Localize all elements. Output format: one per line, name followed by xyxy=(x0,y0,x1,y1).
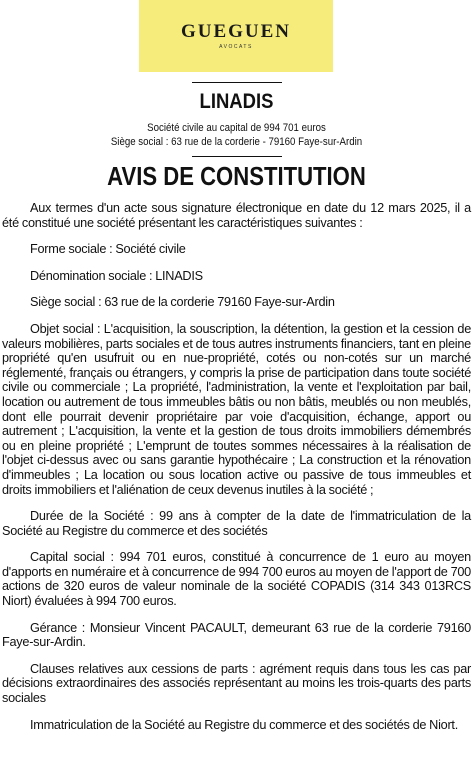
corporate-purpose-paragraph: Objet social : L'acquisition, la souscription, la détention, la gestion et la cession de valeurs mobilières, parts sociales et de tous autres instruments financiers, tant en pleine propriété qu'en usufruit ou en nue-propriété, cotés ou non-cotés sur un marché réglementé, français ou étrangers, y compris la prise de participation dans toute société civile ou commerciale ; La propriété, l'administration, la vente et l'exploitation par bail, location ou autrement de tous immeubles bâtis ou non bâtis, meublés ou non meublés, dont elle pourrait devenir propriétaire par voie d'acquisition, échange, apport ou autrement ; L'acquisition, la vente et la gestion de tous droits immobiliers démembrés ou en pleine propriété ; L'emprunt de toutes sommes nécessaires à la réalisation de l'objet ci-dessus avec ou sans garantie hypothécaire ; La construction et la rénovation d'immeubles ; La location ou sous location active ou passive de tous immeubles et droits immobiliers et l'aliénation de ceux devenus inutiles à la société ; xyxy=(2,321,471,497)
logo-firm-name: GUEGUEN xyxy=(180,21,292,42)
company-name: LINADIS xyxy=(199,90,274,113)
top-divider xyxy=(192,82,282,83)
notice-title: AVIS DE CONSTITUTION xyxy=(107,161,366,191)
middle-divider xyxy=(192,156,282,157)
legal-form-paragraph: Forme sociale : Société civile xyxy=(30,242,186,257)
notice-body xyxy=(2,201,471,744)
head-office-paragraph: Siège social : 63 rue de la corderie 79160 Faye-sur-Ardin xyxy=(30,295,335,310)
company-head-office: Siège social : 63 rue de la corderie - 79160 Faye-sur-Ardin xyxy=(110,136,363,148)
law-firm-logo xyxy=(139,0,333,72)
share-capital-paragraph: Capital social : 994 701 euros, constitué à concurrence de 1 euro au moyen d'apports en numéraire et à concurrence de 994 700 euros au moyen de l'apport de 700 actions de 320 euros de valeur nominale de la société COPADIS (314 343 013RCS Niort) évaluées à 994 700 euros. xyxy=(2,550,471,609)
intro-paragraph: Aux termes d'un acte sous signature électronique en date du 12 mars 2025, il a été constitué une société présentant les caractéristiques suivantes : xyxy=(2,201,471,230)
company-capital: Société civile au capital de 994 701 euros xyxy=(147,122,326,134)
registration-paragraph: Immatriculation de la Société au Registre du commerce et des sociétés de Niort. xyxy=(30,717,458,732)
share-transfer-paragraph: Clauses relatives aux cessions de parts : agrément requis dans tous les cas par décisions extraordinaires des associés représentant au moins les trois-quarts des parts sociales xyxy=(2,661,471,706)
duration-paragraph: Durée de la Société : 99 ans à compter de la date de l'immatriculation de la Société au Registre du commerce et des sociétés xyxy=(2,509,471,538)
logo-firm-subtitle: AVOCATS xyxy=(219,44,253,50)
management-paragraph: Gérance : Monsieur Vincent PACAULT, demeurant 63 rue de la corderie 79160 Faye-sur-Ardin. xyxy=(2,620,471,650)
company-name-paragraph: Dénomination sociale : LINADIS xyxy=(30,268,203,283)
